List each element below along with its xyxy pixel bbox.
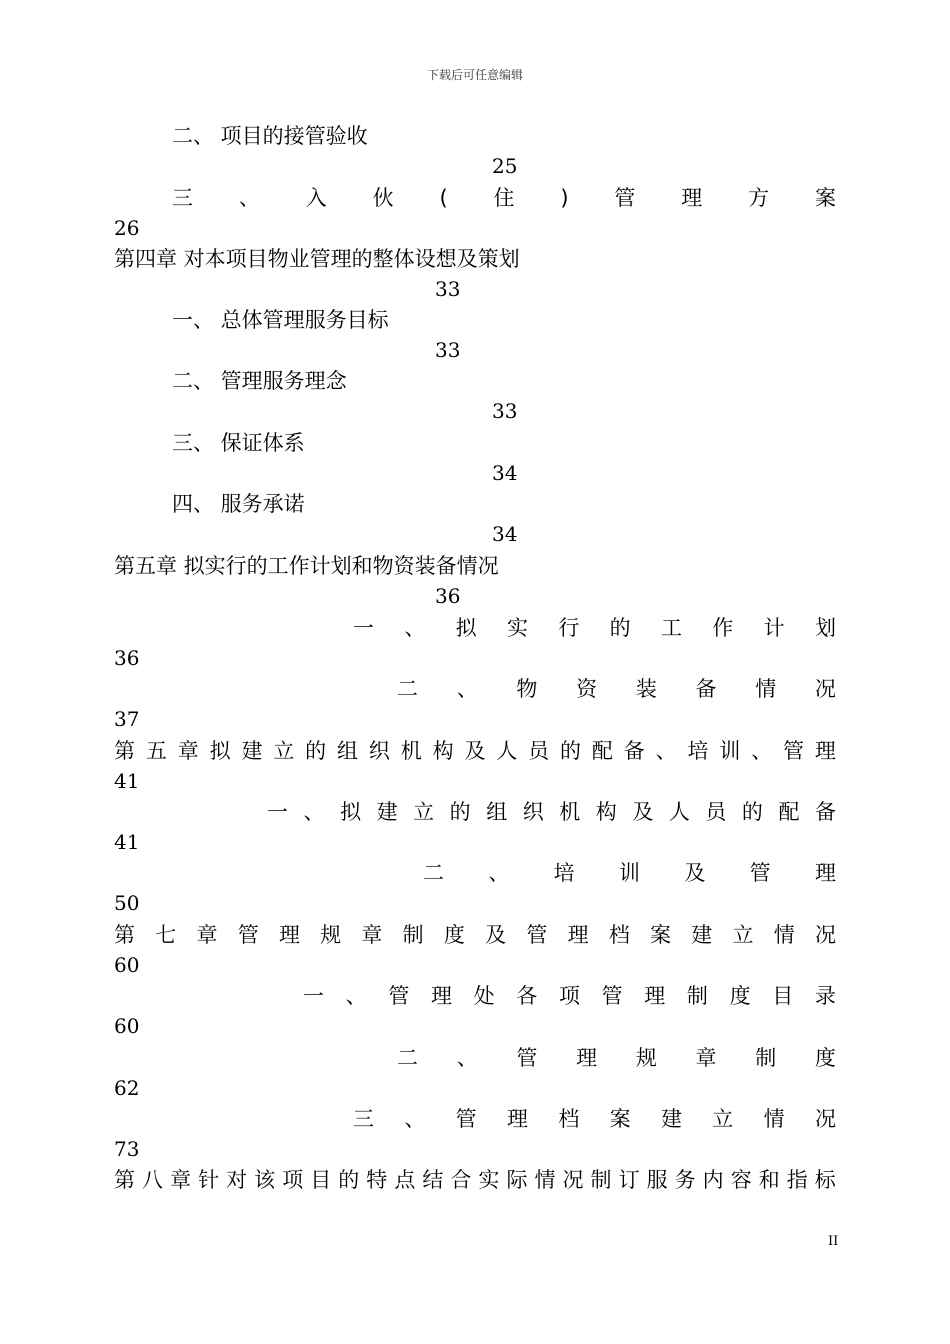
toc-title-char: 管: [614, 186, 636, 210]
toc-title-char: 订: [618, 1168, 640, 1192]
toc-entry-title-spread[interactable]: [423, 858, 836, 888]
toc-title-char: 对: [226, 1168, 248, 1192]
toc-entry-title-spread[interactable]: [172, 183, 836, 213]
page-header: 下载后可任意编辑: [426, 68, 523, 82]
toc-title-char: 的: [609, 616, 631, 640]
toc-title-char: 档: [608, 923, 630, 947]
toc-title-char: 、: [456, 1046, 478, 1070]
toc-title-char: 的: [305, 739, 327, 763]
toc-title-char: 、: [404, 1107, 426, 1131]
toc-chapter-title-spread[interactable]: [114, 1165, 836, 1195]
toc-title-char: 案: [815, 186, 836, 210]
toc-title-char: 合: [450, 1168, 472, 1192]
toc-title-char: 建: [691, 923, 713, 947]
toc-title-char: 管: [455, 1107, 477, 1131]
toc-entry-title[interactable]: 四、 服务承诺: [172, 492, 305, 516]
toc-entry-title-spread[interactable]: [267, 797, 836, 827]
toc-title-char: 、: [751, 739, 773, 763]
toc-title-char: 员: [528, 739, 550, 763]
toc-entry-title-spread[interactable]: [353, 613, 836, 643]
toc-entry-title-spread[interactable]: [397, 674, 836, 704]
toc-title-char: 章: [170, 1168, 192, 1192]
toc-title-char: 、: [238, 186, 260, 210]
toc-title-char: 理: [278, 923, 300, 947]
toc-title-char: 机: [559, 800, 581, 824]
toc-title-char: 工: [660, 616, 682, 640]
toc-title-char: 理: [814, 861, 836, 885]
toc-title-char: 八: [142, 1168, 164, 1192]
toc-title-char: 的: [449, 800, 471, 824]
toc-title-char: 建: [241, 739, 263, 763]
toc-entry-page: 36: [114, 646, 140, 670]
toc-title-char: 服: [646, 1168, 668, 1192]
toc-title-char: 拟: [340, 800, 362, 824]
toc-title-char: 管: [601, 984, 623, 1008]
toc-entry-page: 60: [114, 1014, 140, 1038]
toc-title-char: 七: [155, 923, 177, 947]
toc-entry-page: 41: [114, 830, 140, 854]
toc-title-char: 、: [345, 984, 367, 1008]
toc-entry-page: 50: [114, 891, 140, 915]
toc-title-char: 建: [376, 800, 398, 824]
toc-title-char: 结: [422, 1168, 444, 1192]
toc-title-char: 理: [567, 923, 589, 947]
toc-title-char: 管: [783, 739, 805, 763]
toc-title-char: 配: [591, 739, 613, 763]
toc-title-char: 章: [196, 923, 218, 947]
toc-title-char: 三: [353, 1107, 374, 1131]
toc-entry-title[interactable]: 二、 项目的接管验收: [172, 124, 368, 148]
toc-title-char: 况: [814, 923, 836, 947]
toc-title-char: 构: [595, 800, 617, 824]
toc-title-char: 章: [177, 739, 199, 763]
toc-title-char: 档: [558, 1107, 580, 1131]
toc-title-char: 和: [758, 1168, 780, 1192]
toc-title-char: 一: [303, 984, 324, 1008]
toc-title-char: 装: [635, 677, 657, 701]
toc-title-char: 立: [732, 923, 754, 947]
toc-title-char: 案: [650, 923, 672, 947]
toc-title-char: 备: [623, 739, 645, 763]
page-number: II: [828, 1234, 839, 1249]
toc-title-char: 理: [814, 739, 836, 763]
toc-entry-page: 37: [114, 707, 140, 731]
toc-title-char: 的: [338, 1168, 360, 1192]
toc-title-char: 实: [478, 1168, 500, 1192]
toc-entry-title[interactable]: 二、 管理服务理念: [172, 369, 347, 393]
toc-title-char: 一: [267, 800, 288, 824]
toc-title-char: 伙: [372, 186, 394, 210]
toc-title-char: 情: [534, 1168, 556, 1192]
toc-title-char: 度: [729, 984, 751, 1008]
toc-title-char: 人: [496, 739, 518, 763]
toc-title-char: 、: [488, 861, 510, 885]
toc-title-char: 管: [237, 923, 259, 947]
toc-title-char: 项: [282, 1168, 304, 1192]
toc-title-char: 的: [560, 739, 582, 763]
toc-title-char: 构: [432, 739, 454, 763]
toc-title-char: 配: [778, 800, 800, 824]
toc-title-char: 人: [668, 800, 690, 824]
toc-title-char: 培: [553, 861, 575, 885]
toc-chapter-title[interactable]: 第五章 拟实行的工作计划和物资装备情况: [114, 554, 499, 578]
toc-entry-title[interactable]: 一、 总体管理服务目标: [172, 308, 389, 332]
toc-title-char: 备: [814, 800, 836, 824]
toc-title-char: 录: [814, 984, 836, 1008]
toc-title-char: 立: [712, 1107, 734, 1131]
toc-title-char: 制: [755, 1046, 777, 1070]
toc-title-char: 制: [686, 984, 708, 1008]
toc-title-char: 指: [786, 1168, 808, 1192]
toc-title-char: 训: [618, 861, 640, 885]
toc-title-char: 管: [388, 984, 410, 1008]
toc-entry-page: 36: [435, 584, 461, 608]
toc-entry-title-spread[interactable]: [303, 981, 836, 1011]
toc-title-char: 理: [576, 1046, 598, 1070]
toc-title-char: 第: [114, 739, 135, 763]
toc-title-char: 五: [145, 739, 167, 763]
toc-title-char: 建: [660, 1107, 682, 1131]
toc-title-char: 立: [413, 800, 435, 824]
toc-title-char: 理: [430, 984, 452, 1008]
toc-title-char: 作: [712, 616, 734, 640]
toc-title-char: 三: [172, 186, 193, 210]
toc-title-char: 容: [730, 1168, 752, 1192]
toc-title-char: 二: [397, 1046, 418, 1070]
toc-title-char: 织: [522, 800, 544, 824]
toc-title-char: 务: [674, 1168, 696, 1192]
toc-title-char: 规: [635, 1046, 657, 1070]
toc-title-char: 处: [473, 984, 495, 1008]
toc-title-char: 况: [814, 1107, 836, 1131]
toc-entry-title[interactable]: 三、 保证体系: [172, 431, 305, 455]
toc-title-char: 点: [394, 1168, 416, 1192]
toc-entry-page: 33: [435, 277, 461, 301]
toc-title-char: 方: [748, 186, 770, 210]
toc-title-char: 标: [814, 1168, 836, 1192]
toc-entry-page: 33: [492, 399, 518, 423]
toc-entry-page: 25: [492, 154, 518, 178]
toc-title-char: 拟: [209, 739, 231, 763]
toc-title-char: 制: [402, 923, 424, 947]
toc-entry-title-spread[interactable]: [397, 1043, 836, 1073]
toc-title-char: 计: [763, 616, 785, 640]
toc-title-char: 行: [558, 616, 580, 640]
toc-title-char: 特: [366, 1168, 388, 1192]
toc-title-char: 第: [114, 1168, 135, 1192]
toc-title-char: 况: [814, 677, 836, 701]
toc-title-char: 第: [114, 923, 135, 947]
toc-title-char: 入: [305, 186, 327, 210]
toc-chapter-title-spread[interactable]: [114, 736, 836, 766]
toc-title-char: 管: [516, 1046, 538, 1070]
toc-title-char: 管: [749, 861, 771, 885]
toc-title-char: 内: [702, 1168, 724, 1192]
toc-entry-page: 62: [114, 1076, 140, 1100]
toc-title-char: 情: [763, 1107, 785, 1131]
toc-chapter-title-spread[interactable]: [114, 920, 836, 950]
toc-entry-page: 34: [492, 522, 518, 546]
toc-title-char: 机: [400, 739, 422, 763]
toc-title-char: 拟: [455, 616, 477, 640]
toc-title-char: 各: [516, 984, 538, 1008]
toc-title-char: 理: [681, 186, 703, 210]
toc-title-char: 及: [684, 861, 706, 885]
toc-entry-page: 41: [114, 769, 140, 793]
toc-title-char: 及: [464, 739, 486, 763]
toc-title-char: 理: [506, 1107, 528, 1131]
toc-title-char: 度: [443, 923, 465, 947]
toc-title-char: 训: [719, 739, 741, 763]
toc-title-char: 住: [493, 186, 515, 210]
toc-title-char: 员: [705, 800, 727, 824]
toc-title-char: 目: [772, 984, 794, 1008]
toc-title-char: 备: [695, 677, 717, 701]
toc-title-char: 情: [773, 923, 795, 947]
toc-title-char: 情: [755, 677, 777, 701]
toc-title-char: 际: [506, 1168, 528, 1192]
toc-title-char: 针: [198, 1168, 220, 1192]
toc-title-char: 及: [632, 800, 654, 824]
toc-title-char: 制: [590, 1168, 612, 1192]
toc-title-char: 物: [516, 677, 538, 701]
toc-title-char: 规: [320, 923, 342, 947]
toc-title-char: 管: [526, 923, 548, 947]
toc-title-char: 一: [353, 616, 374, 640]
toc-title-char: 实: [506, 616, 528, 640]
toc-chapter-title[interactable]: 第四章 对本项目物业管理的整体设想及策划: [114, 247, 520, 271]
toc-title-char: 、: [404, 616, 426, 640]
toc-title-char: 、: [456, 677, 478, 701]
toc-title-char: 织: [368, 739, 390, 763]
toc-title-char: 理: [644, 984, 666, 1008]
toc-title-char: 案: [609, 1107, 631, 1131]
toc-entry-page: 60: [114, 953, 140, 977]
toc-title-char: 组: [486, 800, 508, 824]
toc-entry-title-spread[interactable]: [353, 1104, 836, 1134]
toc-title-char: 二: [397, 677, 418, 701]
toc-title-char: 组: [337, 739, 359, 763]
toc-title-char: 项: [558, 984, 580, 1008]
toc-entry-page: 33: [435, 338, 461, 362]
toc-title-char: 、: [655, 739, 677, 763]
toc-title-char: 培: [687, 739, 709, 763]
toc-title-char: 资: [576, 677, 598, 701]
toc-title-char: 该: [254, 1168, 276, 1192]
toc-title-char: 况: [562, 1168, 584, 1192]
toc-title-char: 的: [741, 800, 763, 824]
toc-entry-page: 26: [114, 216, 140, 240]
toc-title-char: 、: [303, 800, 325, 824]
toc-title-char: ): [560, 186, 569, 210]
toc-title-char: 章: [695, 1046, 717, 1070]
toc-entry-page: 73: [114, 1137, 140, 1161]
toc-title-char: 度: [814, 1046, 836, 1070]
toc-title-char: 立: [273, 739, 295, 763]
toc-title-char: (: [439, 186, 448, 210]
toc-title-char: 二: [423, 861, 444, 885]
toc-title-char: 及: [485, 923, 507, 947]
toc-title-char: 目: [310, 1168, 332, 1192]
toc-title-char: 章: [361, 923, 383, 947]
toc-title-char: 划: [814, 616, 836, 640]
toc-entry-page: 34: [492, 461, 518, 485]
